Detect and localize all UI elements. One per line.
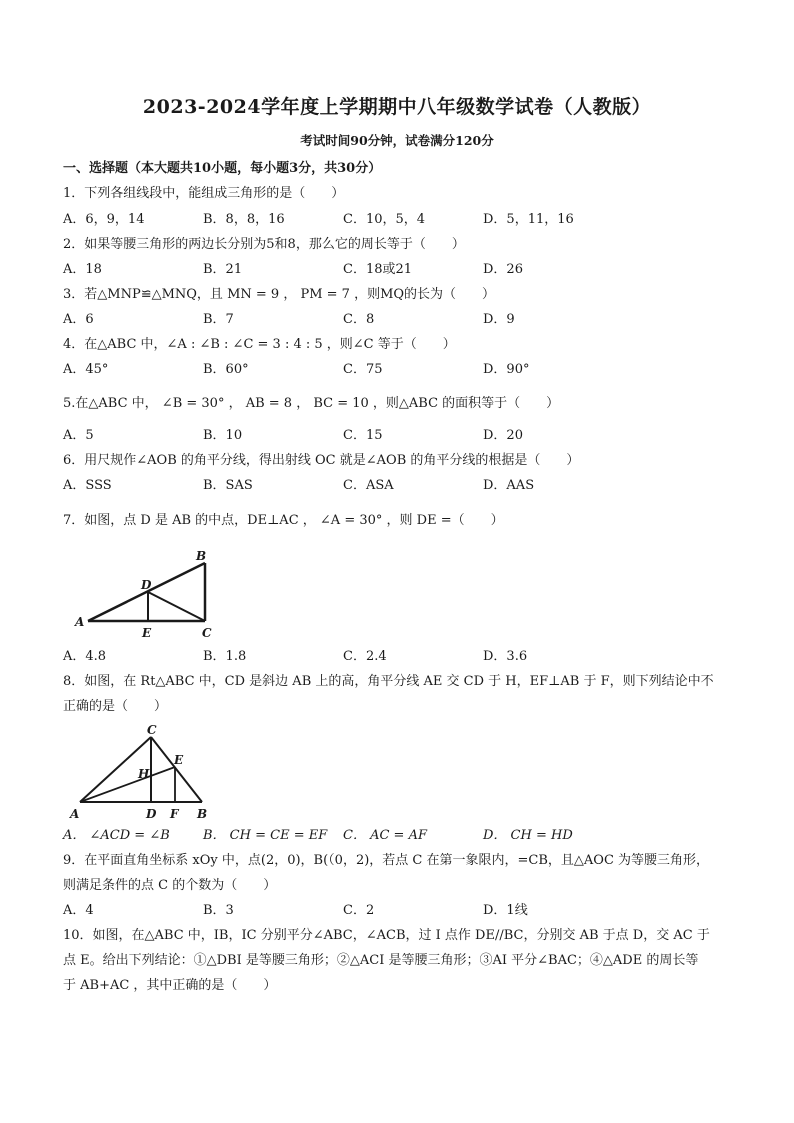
q7-option-d: D．3.6 [483, 649, 528, 664]
q3-option-c: C．8 [343, 312, 375, 327]
question-4-stem: 4．在△ABC 中，∠A : ∠B : ∠C = 3 : 4 : 5 ，则∠C 等于（ ） [63, 337, 456, 352]
fig7-label-c: C [202, 626, 212, 640]
fig7-label-d: D [141, 578, 152, 592]
q5-option-a: A．5 [63, 428, 94, 443]
q4-option-d: D．90° [483, 362, 530, 377]
q1-option-d: D．5，11，16 [483, 212, 574, 227]
fig8-label-a: A [70, 807, 80, 821]
q2-option-c: C．18或21 [343, 262, 413, 277]
segment-dc [148, 592, 205, 621]
exam-subtitle: 考试时间90分钟，试卷满分120分 [300, 133, 494, 148]
fig7-label-e: E [142, 626, 152, 640]
q8-option-b: B． CH = CE = EF [203, 828, 328, 843]
q9-option-c: C．2 [343, 903, 375, 918]
fig8-label-f: F [170, 807, 179, 821]
q6-option-c: C．ASA [343, 478, 394, 493]
q8-option-c: C． AC = AF [343, 828, 427, 843]
question-10-stem-line-3: 于 AB+AC ，其中正确的是（ ） [63, 978, 277, 993]
q5-option-b: B．10 [203, 428, 243, 443]
q8-option-d: D． CH = HD [483, 828, 573, 843]
q8-option-a: A． ∠ACD = ∠B [63, 828, 170, 843]
fig8-label-d: D [146, 807, 157, 821]
fig7-label-a: A [75, 615, 85, 629]
q9-option-b: B．3 [203, 903, 234, 918]
q2-option-b: B．21 [203, 262, 243, 277]
question-3-stem: 3．若△MNP≌△MNQ，且 MN = 9 ， PM = 7 ，则MQ的长为（ ） [63, 287, 496, 302]
q7-option-c: C．2.4 [343, 649, 387, 664]
q4-option-c: C．75 [343, 362, 383, 377]
exam-title: 2023-2024学年度上学期期中八年级数学试卷（人教版） [142, 96, 652, 118]
fig8-label-e: E [174, 753, 184, 767]
question-9-stem-line-2: 则满足条件的点 C 的个数为（ ） [63, 878, 277, 893]
q7-option-b: B．1.8 [203, 649, 247, 664]
fig8-label-h: H [138, 767, 150, 781]
question-1-stem: 1．下列各组线段中，能组成三角形的是（ ） [63, 186, 345, 201]
q7-option-a: A．4.8 [63, 649, 107, 664]
q1-option-c: C．10，5，4 [343, 212, 426, 227]
q9-option-d: D．1线 [483, 903, 528, 918]
question-10-stem-line-2: 点 E。给出下列结论：①△DBI 是等腰三角形；②△ACI 是等腰三角形；③AI 平分∠BAC；④△ADE 的周长等 [63, 953, 699, 968]
question-6-stem: 6．用尺规作∠AOB 的角平分线，得出射线 OC 就是∠AOB 的角平分线的根据是（ ） [63, 453, 580, 468]
question-2-stem: 2．如果等腰三角形的两边长分别为5和8，那么它的周长等于（ ） [63, 237, 465, 252]
segment-cb [151, 737, 202, 802]
question-8-stem-line-1: 8．如图，在 Rt△ABC 中，CD 是斜边 AB 上的高，角平分线 AE 交 CD 于 H，EF⊥AB 于 F，则下列结论中不 [63, 674, 714, 689]
fig8-label-b: B [197, 807, 208, 821]
fig7-label-b: B [196, 549, 207, 563]
question-8-stem-line-2: 正确的是（ ） [63, 699, 168, 714]
question-9-stem-line-1: 9．在平面直角坐标系 xOy 中，点(2，0)，B(（0，2)，若点 C 在第一象限内，=CB，且△AOC 为等腰三角形， [63, 853, 710, 868]
q4-option-b: B．60° [203, 362, 249, 377]
question-7-stem: 7．如图，点 D 是 AB 的中点，DE⊥AC ， ∠A = 30° ，则 DE =（ ） [63, 513, 504, 528]
section-heading: 一、选择题（本大题共10小题，每小题3分，共30分） [63, 161, 382, 176]
q5-option-d: D．20 [483, 428, 523, 443]
q2-option-d: D．26 [483, 262, 523, 277]
question-5-stem: 5.在△ABC 中， ∠B = 30° ， AB = 8 ， BC = 10 ，则△ABC 的面积等于（ ） [63, 396, 560, 411]
q1-option-a: A．6，9，14 [63, 212, 145, 227]
q1-option-b: B．8，8，16 [203, 212, 285, 227]
figure-q7-triangle [72, 545, 242, 641]
figure-q8-triangle [68, 722, 220, 822]
q6-option-b: B．SAS [203, 478, 253, 493]
q6-option-a: A．SSS [63, 478, 112, 493]
q9-option-a: A．4 [63, 903, 94, 918]
fig8-label-c: C [147, 723, 157, 737]
segment-he [151, 767, 175, 776]
q2-option-a: A．18 [63, 262, 102, 277]
q3-option-d: D．9 [483, 312, 515, 327]
q3-option-a: A．6 [63, 312, 94, 327]
q3-option-b: B．7 [203, 312, 234, 327]
question-10-stem-line-1: 10．如图，在△ABC 中，IB，IC 分别平分∠ABC，∠ACB，过 I 点作 DE//BC，分别交 AB 于点 D，交 AC 于 [63, 928, 710, 943]
q4-option-a: A．45° [63, 362, 109, 377]
q5-option-c: C．15 [343, 428, 383, 443]
q6-option-d: D．AAS [483, 478, 535, 493]
